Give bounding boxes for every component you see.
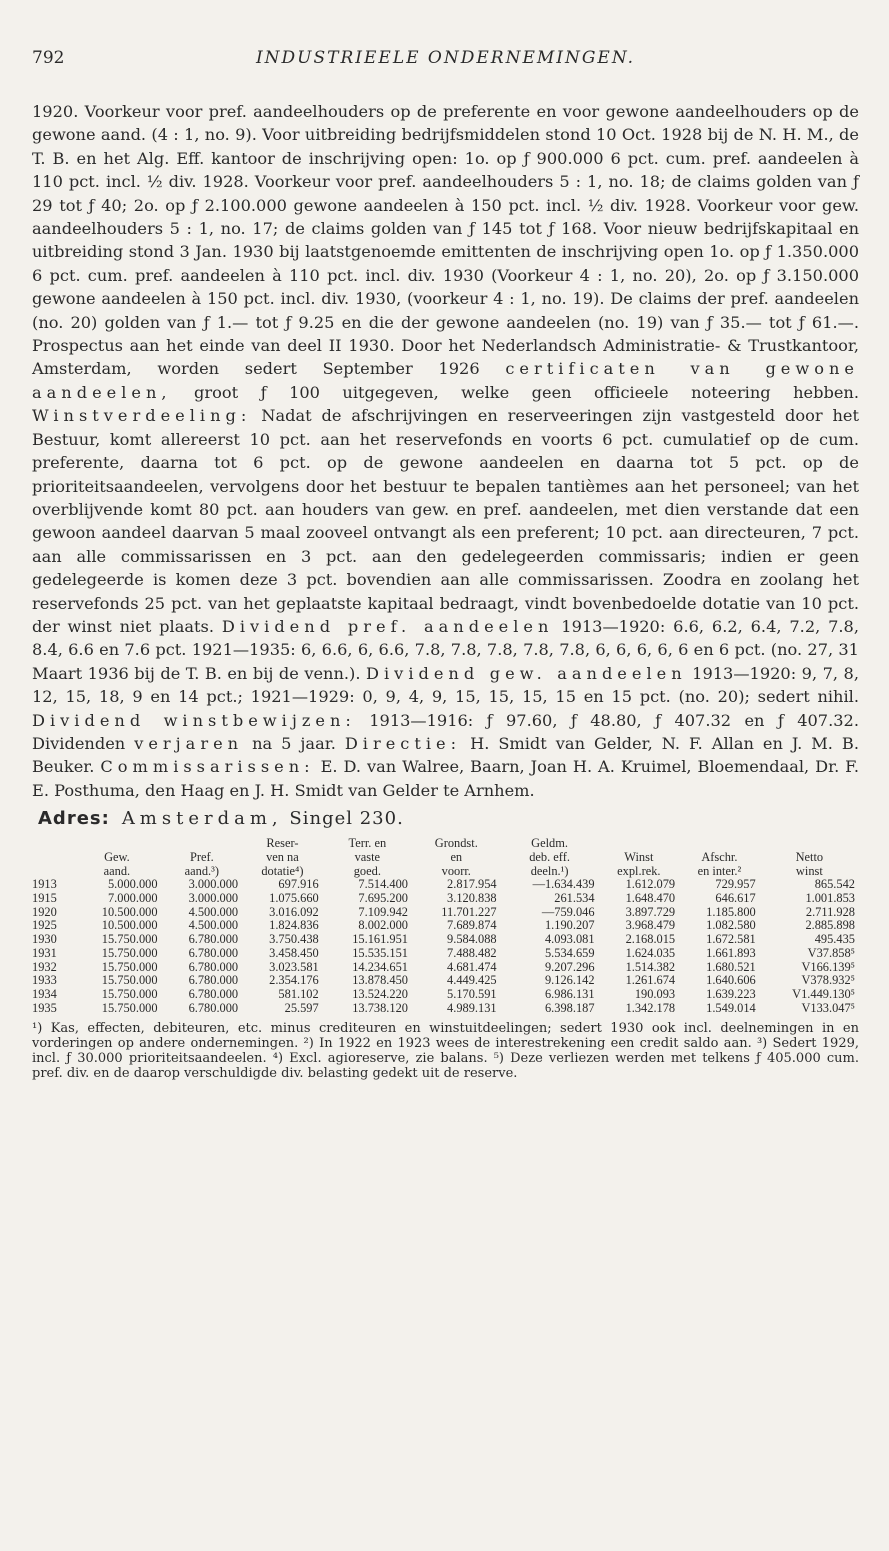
table-cell: 3.000.000 (188, 877, 239, 892)
table-cell: 15.750.000 (101, 932, 158, 947)
table-row (32, 906, 859, 920)
table-cell: 2.817.954 (447, 877, 497, 892)
table-row (32, 974, 859, 988)
table-cell: 3.016.092 (269, 904, 319, 919)
table-cell: 15.750.000 (101, 959, 158, 974)
table-year-cell: 1933 (32, 973, 57, 988)
table-cell: 6.986.131 (544, 986, 595, 1001)
table-cell: 3.023.581 (269, 959, 319, 974)
table-cell: 5.000.000 (107, 877, 158, 892)
table-header-cell (599, 837, 680, 851)
table-header-cell: winst (795, 863, 823, 878)
table-year-cell: 1915 (32, 891, 57, 905)
table-cell: 1.190.207 (544, 918, 595, 933)
table-header-row (32, 837, 859, 851)
table-cell: 1.640.606 (706, 973, 756, 988)
table-header-cell: voorr. (441, 863, 471, 878)
table-cell: 13.878.450 (352, 973, 408, 988)
spaced-heading: Dividend pref. aandeelen (221, 616, 554, 636)
table-header-cell: deeln.¹) (530, 863, 569, 878)
table-cell: 7.109.942 (358, 904, 408, 919)
table-cell: 2.711.928 (805, 904, 855, 919)
body-paragraph: na 5 jaar. (252, 733, 336, 753)
table-cell: 1.549.014 (706, 1000, 756, 1015)
table-cell: 3.968.479 (625, 918, 676, 933)
table-header-cell: Terr. en (348, 836, 387, 851)
table-header-cell: Afschr. (701, 849, 738, 864)
table-cell: 4.449.425 (447, 973, 497, 988)
table-header-cell: en inter.² (697, 863, 742, 878)
table-cell: 729.957 (715, 877, 756, 892)
spaced-heading: certificaten van gewone aandeelen, (32, 359, 859, 402)
table-cell: 1.661.893 (706, 945, 756, 960)
table-cell: 6.780.000 (188, 959, 239, 974)
table-cell: 6.780.000 (188, 932, 239, 947)
page-number: 792 (32, 48, 65, 68)
table-cell: 2.885.898 (805, 918, 855, 933)
table-cell: 15.750.000 (101, 986, 158, 1001)
table-cell: 3.458.450 (269, 945, 319, 960)
table-cell: 7.514.400 (358, 877, 408, 892)
table-cell: 6.780.000 (188, 1000, 239, 1015)
running-title: INDUSTRIEELE ONDERNEMINGEN. (255, 48, 636, 68)
table-cell: 15.750.000 (101, 973, 158, 988)
spaced-heading: Winstverdeeling: (32, 406, 252, 426)
table-header-cell: dotatie⁴) (261, 863, 304, 878)
table-cell: V133.047⁵ (801, 1000, 855, 1015)
table-cell: 13.738.120 (352, 1000, 408, 1015)
table-header-cell (760, 837, 859, 851)
body-paragraph: Nadat de afschrijvingen en reserveeringen zijn vastgesteld door het Bestuur, komt allereerst 10 pct. aan het reservefonds en voorts 6 pct. cumulatief op de cum. preferente, daarna tot 6 pct. op de gewone aandeelen en daarna tot 5 pct. op de prioriteitsaandeelen, vervolgens door het bestuur te bepalen tantièmes aan het personeel; van het overblijvende komt 80 pct. aan houders van gew. en pref. aandeelen, met dien verstande dat een gewoon aandeel daarvan 5 maal zooveel ontvangt als een preferent; 10 pct. aan directeuren, 7 pct. aan alle commissarissen en 3 pct. aan den gedelegeerden commissaris; indien er geen gedelegeerde is komen deze 3 pct. bovendien aan alle commissarissen. Zoodra en zoolang het reservefonds 25 pct. van het geplaatste kapitaal bedraagt, vindt bovenbedoelde dotatie van 10 pct. der winst niet plaats. (32, 406, 860, 636)
table-cell: 25.597 (284, 1000, 319, 1015)
table-cell: 1.824.836 (269, 918, 319, 933)
table-header-cell: goed. (353, 863, 381, 878)
table-cell: 4.989.131 (447, 1000, 497, 1015)
address-line (32, 808, 859, 829)
table-cell: 1.185.800 (706, 904, 756, 919)
table-header-cell: vaste (354, 849, 381, 864)
table-header-cell: ven na (266, 849, 299, 864)
table-year-cell: 1934 (32, 986, 57, 1001)
table-cell: 9.207.296 (544, 959, 595, 974)
table-cell: 13.524.220 (352, 986, 408, 1001)
table-year-cell: 1932 (32, 959, 57, 974)
table-year-cell: 1920 (32, 904, 57, 919)
table-year-cell: 1930 (32, 932, 57, 947)
table-header-row (32, 851, 859, 865)
table-row (32, 988, 859, 1002)
table-cell: 1.612.079 (625, 877, 676, 892)
table-cell: 2.354.176 (269, 973, 319, 988)
table-cell: 9.126.142 (544, 973, 595, 988)
table-cell: 14.234.651 (352, 959, 408, 974)
table-cell: 7.000.000 (107, 891, 158, 905)
table-row (32, 961, 859, 975)
table-cell: 4.500.000 (188, 918, 239, 933)
table-cell: 6.780.000 (188, 986, 239, 1001)
table-row (32, 947, 859, 961)
table-header-cell (32, 837, 72, 851)
table-cell: 3.120.838 (447, 891, 497, 905)
table-cell: 1.639.223 (706, 986, 756, 1001)
table-cell: 1.001.853 (805, 891, 855, 905)
table-cell: 1.648.470 (625, 891, 676, 905)
table-cell: 1.082.580 (706, 918, 756, 933)
table-row (32, 878, 859, 892)
table-year-cell: 1925 (32, 918, 57, 933)
table-cell: V378.932⁵ (801, 973, 855, 988)
address-city: Amsterdam, (121, 808, 283, 830)
spaced-heading: Dividend gew. aandeelen (366, 663, 687, 683)
table-year-cell: 1931 (32, 945, 57, 960)
spaced-heading: Commissarissen: (100, 757, 315, 777)
body-paragraph: 1920. Voorkeur voor pref. aandeelhouders op de preferente en voor gewone aandeelhouders op de gewone aand. (4 : 1, no. 9). Voor uitbreiding bedrijfsmiddelen stond 10 Oct. 1928 bij de N. H. M., de T. B. en het Alg. Eff. kantoor de inschrijving open: 1o. op ƒ 900.000 6 pct. cum. pref. aandeelen à 110 pct. incl. ½ div. 1928. Voorkeur voor pref. aandeelhouders 5 : 1, no. 18; de claims golden van ƒ 29 tot ƒ 40; 2o. op ƒ 2.100.000 gewone aandeelen à 150 pct. incl. ½ div. 1928. Voorkeur voor gew. aandeelhouders 5 : 1, no. 17; de claims golden van ƒ 145 tot ƒ 168. Voor nieuw bedrijfskapitaal en uitbreiding stond 3 Jan. 1930 bij laatstgenoemde emittenten de inschrijving open 1o. op ƒ 1.350.000 6 pct. cum. pref. aandeelen à 110 pct. incl. div. 1930 (Voorkeur 4 : 1, no. 20), 2o. op ƒ 3.150.000 gewone aandeelen à 150 pct. incl. div. 1930, (voorkeur 4 : 1, no. 19). De claims der pref. aandeelen (no. 20) golden van ƒ 1.— tot ƒ 9.25 en die der gewone aandeelen (no. 19) van ƒ 35.— tot ƒ 61.—. Prospectus aan het einde van deel II 1930. Door het Nederlandsch Administratie- & Trustkantoor, Amsterdam, worden sedert September 1926 (32, 102, 859, 379)
table-header-cell: Geldm. (531, 836, 568, 851)
table-cell: 646.617 (715, 891, 756, 905)
table-cell: 15.161.951 (352, 932, 408, 947)
table-cell: 1.075.660 (269, 891, 319, 905)
table-body (32, 878, 859, 1015)
table-header-cell: Gew. (104, 849, 130, 864)
table-cell: 6.780.000 (188, 945, 239, 960)
body-text (32, 100, 859, 802)
table-cell: V1.449.130⁵ (792, 986, 855, 1001)
body-paragraph: E. D. van Walree, Baarn, Joan H. A. Kruimel, Bloemendaal, Dr. F. E. Posthuma, den Haag en J. H. Smidt van Gelder te Arnhem. (32, 757, 859, 800)
body-paragraph: groot ƒ 100 uitgegeven, welke geen officieele noteering hebben. (194, 382, 859, 402)
table-cell: 4.500.000 (188, 904, 239, 919)
table-cell: 4.093.081 (544, 932, 595, 947)
table-header-cell: Reser- (266, 836, 299, 851)
table-cell: —759.046 (541, 904, 595, 919)
footnotes: ¹) Kas, effecten, debiteuren, etc. minus crediteuren en winstuitdeelingen; sedert 1930 ook incl. deelnemingen in en vorderingen op andere ondernemingen. ²) In 1922 en 1923 wees de interestrekening een credit saldo aan. ³) Sedert 1929, incl. ƒ 30.000 prioriteitsaandeelen. ⁴) Excl. agioreserve, zie balans. ⁵) Deze verliezen werden met telkens ƒ 405.000 cum. pref. div. en de daarop verschuldigde div. belasting gedekt uit de reserve. (32, 1021, 859, 1082)
table-cell: 7.689.874 (447, 918, 497, 933)
table-header-cell: Grondst. (434, 836, 478, 851)
table-cell: 7.695.200 (358, 891, 408, 905)
table-cell: 1.672.581 (706, 932, 756, 947)
body-paragraph: 1913—1920: 6.6, 6.2, 6.4, 7.2, 7.8, 8.4, 6.6 en 7.6 pct. 1921—1935: 6, 6.6, 6, 6.6, 7.8, 7.8, 7.8, 7.8, 7.8, 6, 6, 6, 6, 6 en 6 pct. (no. 27, 31 Maart 1936 bij de T. B. en bij de venn.). (32, 616, 859, 683)
table-cell: 190.093 (634, 986, 676, 1001)
table-cell: 1.680.521 (706, 959, 756, 974)
table-row (32, 933, 859, 947)
table-header-cell (32, 865, 72, 879)
spaced-heading: Directie: (344, 733, 462, 753)
table-cell: 7.488.482 (447, 945, 497, 960)
table-cell: 11.701.227 (441, 904, 497, 919)
table-header-cell: Winst (624, 849, 654, 864)
financial-table (32, 837, 859, 1015)
table-cell: V37.858⁵ (807, 945, 855, 960)
table-row (32, 919, 859, 933)
table-cell: 10.500.000 (101, 904, 158, 919)
spaced-heading: Dividend winstbewijzen: (32, 710, 356, 730)
table-cell: 15.750.000 (101, 945, 158, 960)
running-head (32, 48, 859, 82)
table-cell: 4.681.474 (447, 959, 497, 974)
table-cell: 1.624.035 (625, 945, 676, 960)
table-cell: 6.398.187 (544, 1000, 595, 1015)
table-cell: 261.534 (554, 891, 595, 905)
table-header-row (32, 865, 859, 879)
table-cell: 2.168.015 (625, 932, 676, 947)
table-cell: 5.534.659 (544, 945, 595, 960)
table-row (32, 892, 859, 906)
table-header-cell: aand.³) (184, 863, 219, 878)
table-header-cell: aand. (103, 863, 131, 878)
table-cell: 10.500.000 (101, 918, 158, 933)
table-header (32, 837, 859, 878)
table-cell: 1.261.674 (625, 973, 676, 988)
table-cell: V166.139⁵ (801, 959, 855, 974)
table-header-cell (72, 837, 161, 851)
table-year-cell: 1913 (32, 877, 57, 892)
table-header-cell (32, 851, 72, 865)
address-street: Singel 230. (289, 808, 404, 830)
table-header-cell (679, 837, 760, 851)
table-cell: 15.750.000 (101, 1000, 158, 1015)
table-year-cell: 1935 (32, 1000, 57, 1015)
table-cell: 495.435 (814, 932, 855, 947)
table-header-cell: expl.rek. (617, 863, 661, 878)
table-cell: 8.002.000 (358, 918, 408, 933)
table-header-cell: deb. eff. (529, 849, 570, 864)
table-cell: 15.535.151 (352, 945, 408, 960)
table-cell: 1.342.178 (625, 1000, 676, 1015)
table-header-cell: en (450, 849, 463, 864)
table-cell: 6.780.000 (188, 973, 239, 988)
table-cell: —1.634.439 (532, 877, 595, 892)
body-paragraph: 1913—1920: 9, 7, 8, 12, 15, 18, 9 en 14 pct.; 1921—1929: 0, 9, 4, 9, 15, 15, 15, 15 en 15 pct. (no. 20); sedert nihil. (32, 663, 859, 707)
table-cell: 3.897.729 (625, 904, 676, 919)
table-header-cell (162, 837, 243, 851)
table-cell: 3.750.438 (269, 932, 319, 947)
address-label: Adres: (38, 808, 110, 830)
table-cell: 3.000.000 (188, 891, 239, 905)
table-header-cell: Netto (795, 849, 824, 864)
body-paragraph: H. Smidt van Gelder, N. F. Allan en J. M. B. Beuker. (32, 733, 859, 777)
table-cell: 865.542 (814, 877, 855, 892)
spaced-heading: verjaren (134, 733, 244, 753)
table-cell: 581.102 (278, 986, 319, 1001)
table-header-cell: Pref. (189, 849, 214, 864)
table-row (32, 1002, 859, 1016)
table-cell: 1.514.382 (625, 959, 676, 974)
table-cell: 9.584.088 (447, 932, 497, 947)
table-cell: 697.916 (278, 877, 319, 892)
table-cell: 5.170.591 (447, 986, 497, 1001)
body-paragraph: 1913—1916: ƒ 97.60, ƒ 48.80, ƒ 407.32 en ƒ 407.32. Dividenden (32, 710, 859, 753)
